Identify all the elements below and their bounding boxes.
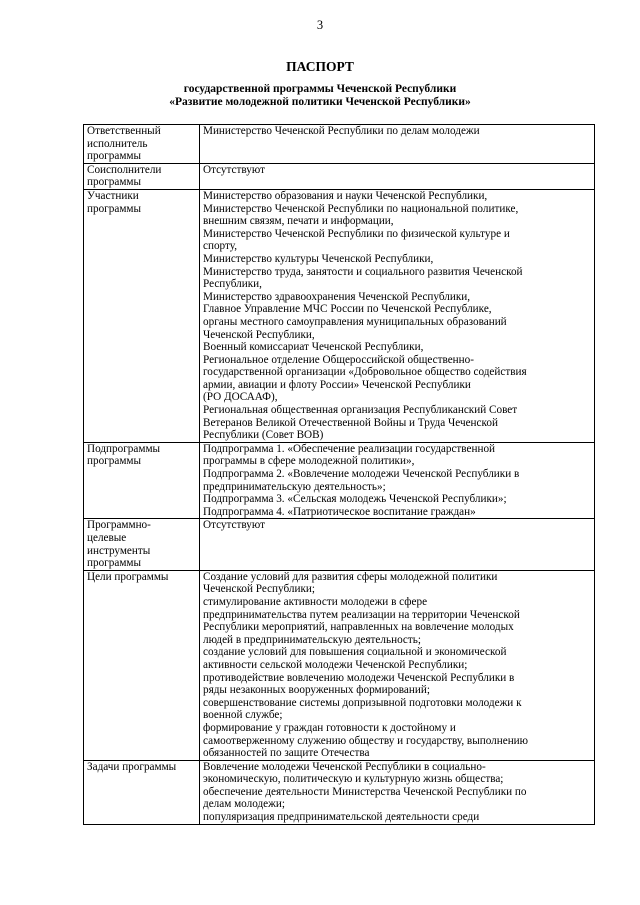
document-subtitle-line-1: государственной программы Чеченской Республики bbox=[183, 83, 457, 95]
row-content-line: людей в предпринимательскую деятельность; bbox=[203, 633, 422, 646]
row-content-cell bbox=[200, 570, 595, 760]
row-content-line: Республики мероприятий, направленных на вовлечение молодых bbox=[203, 621, 514, 634]
row-content-line: Подпрограмма 3. «Сельская молодежь Чеченской Республики»; bbox=[203, 493, 507, 506]
row-content-line: военной службе; bbox=[203, 709, 283, 722]
row-content-line: Республики (Совет ВОВ) bbox=[203, 429, 324, 442]
row-label-line: Соисполнители bbox=[87, 163, 162, 176]
row-label-line: программы bbox=[87, 150, 141, 163]
row-content-line: Чеченской Республики, bbox=[203, 328, 315, 341]
row-content-line: активности сельской молодежи Чеченской Республики; bbox=[203, 658, 468, 671]
row-content-line: Министерство Чеченской Республики по делам молодежи bbox=[203, 125, 480, 137]
row-label-line: Программно- bbox=[87, 519, 151, 532]
row-content-line: армии, авиации и флоту России» Чеченской Республики bbox=[203, 378, 471, 391]
row-content-line: Подпрограмма 4. «Патриотическое воспитание граждан» bbox=[203, 505, 476, 518]
row-content-line: совершенствование системы допризывной подготовки молодежи к bbox=[203, 696, 522, 709]
table-row bbox=[84, 163, 595, 189]
row-label-cell bbox=[84, 189, 200, 442]
table-row bbox=[84, 570, 595, 760]
row-label-line: Цели программы bbox=[87, 570, 169, 583]
row-content-line: Министерство труда, занятости и социального развития Чеченской bbox=[203, 265, 523, 278]
row-content-line: Республики, bbox=[203, 278, 262, 291]
row-content-line: Министерство Чеченской Республики по национальной политике, bbox=[203, 202, 519, 215]
row-label-cell bbox=[84, 519, 200, 570]
row-content-line: экономическую, политическую и культурную жизнь общества; bbox=[203, 773, 504, 786]
row-content-cell bbox=[200, 519, 595, 570]
row-content-line: (РО ДОСААФ), bbox=[203, 391, 278, 404]
row-content-line: Министерство образования и науки Чеченской Республики, bbox=[203, 189, 488, 202]
row-content-line: государственной организации «Добровольное общество содействия bbox=[203, 366, 527, 379]
row-label-cell bbox=[84, 163, 200, 189]
row-content-cell bbox=[200, 189, 595, 442]
row-content-line: Отсутствуют bbox=[203, 163, 265, 176]
row-label-line: Участники bbox=[87, 189, 139, 202]
row-label-cell bbox=[84, 125, 200, 164]
row-content-line: предпринимательскую деятельность»; bbox=[203, 480, 386, 493]
row-label-line: Подпрограммы bbox=[87, 442, 161, 455]
row-content-line: обязанностей по защите Отечества bbox=[203, 747, 370, 760]
page-number: 3 bbox=[316, 18, 324, 32]
row-content-line: Министерство Чеченской Республики по физической культуре и bbox=[203, 227, 510, 240]
row-content-cell bbox=[200, 442, 595, 519]
table-row bbox=[84, 189, 595, 442]
row-content-line: Чеченской Республики; bbox=[203, 583, 315, 596]
row-label-line: Ответственный bbox=[87, 125, 161, 137]
row-content-line: создание условий для повышения социальной и экономической bbox=[203, 646, 507, 659]
row-content-line: обеспечение деятельности Министерства Чеченской Республики по bbox=[203, 785, 527, 798]
table-row bbox=[84, 760, 595, 824]
row-content-line: Вовлечение молодежи Чеченской Республики в социально- bbox=[203, 760, 486, 773]
row-content-line: органы местного самоуправления муниципальных образований bbox=[203, 315, 507, 328]
document-subtitle-line-2: «Развитие молодежной политики Чеченской Республики» bbox=[169, 96, 471, 108]
row-content-line: делам молодежи; bbox=[203, 798, 285, 811]
row-label-line: целевые bbox=[87, 532, 127, 544]
row-content-line: ряды незаконных вооруженных формирований; bbox=[203, 684, 430, 697]
document-title: ПАСПОРТ bbox=[286, 59, 354, 74]
row-label-line: программы bbox=[87, 557, 141, 570]
row-content-line: Отсутствуют bbox=[203, 519, 265, 532]
row-label-line: исполнитель bbox=[87, 137, 148, 150]
row-content-line: стимулирование активности молодежи в сфере bbox=[203, 595, 428, 608]
row-content-line: Подпрограмма 1. «Обеспечение реализации государственной bbox=[203, 442, 496, 455]
row-content-line: Региональная общественная организация Республиканский Совет bbox=[203, 404, 518, 417]
row-content-cell bbox=[200, 760, 595, 824]
row-content-line: противодействие вовлечению молодежи Чеченской Республики в bbox=[203, 671, 515, 684]
row-content-line: формирование у граждан готовности к достойному и bbox=[203, 721, 456, 734]
row-label-cell bbox=[84, 760, 200, 824]
row-content-line: Подпрограмма 2. «Вовлечение молодежи Чеченской Республики в bbox=[203, 468, 520, 481]
row-content-line: самоотверженному служению обществу и государству, выполнению bbox=[203, 734, 529, 747]
passport-table-body bbox=[84, 125, 595, 825]
table-row bbox=[84, 442, 595, 519]
table-row bbox=[84, 519, 595, 570]
row-content-line: спорту, bbox=[203, 240, 238, 253]
row-content-line: Создание условий для развития сферы молодежной политики bbox=[203, 570, 498, 583]
row-content-line: предпринимательства путем реализации на территории Чеченской bbox=[203, 608, 520, 621]
row-content-line: программы в сфере молодежной политики», bbox=[203, 455, 415, 468]
row-content-cell bbox=[200, 163, 595, 189]
table-row bbox=[84, 125, 595, 164]
row-label-line: инструменты bbox=[87, 544, 151, 557]
row-content-line: Главное Управление МЧС России по Чеченской Республике, bbox=[203, 303, 492, 316]
row-content-line: Министерство здравоохранения Чеченской Республики, bbox=[203, 290, 471, 303]
row-label-cell bbox=[84, 442, 200, 519]
row-label-line: Задачи программы bbox=[87, 760, 177, 773]
row-label-cell bbox=[84, 570, 200, 760]
row-content-line: Министерство культуры Чеченской Республики, bbox=[203, 252, 434, 265]
row-label-line: программы bbox=[87, 176, 141, 189]
row-content-line: внешним связям, печати и информации, bbox=[203, 215, 394, 228]
row-label-line: программы bbox=[87, 455, 141, 468]
row-label-line: программы bbox=[87, 202, 141, 215]
row-content-cell bbox=[200, 125, 595, 164]
passport-table bbox=[83, 124, 595, 825]
row-content-line: Военный комиссариат Чеченской Республики, bbox=[203, 341, 424, 354]
row-content-line: Ветеранов Великой Отечественной Войны и Труда Чеченской bbox=[203, 416, 498, 429]
row-content-line: Региональное отделение Общероссийской общественно- bbox=[203, 353, 474, 366]
row-content-line: популяризация предпринимательской деятельности среди bbox=[203, 811, 480, 824]
